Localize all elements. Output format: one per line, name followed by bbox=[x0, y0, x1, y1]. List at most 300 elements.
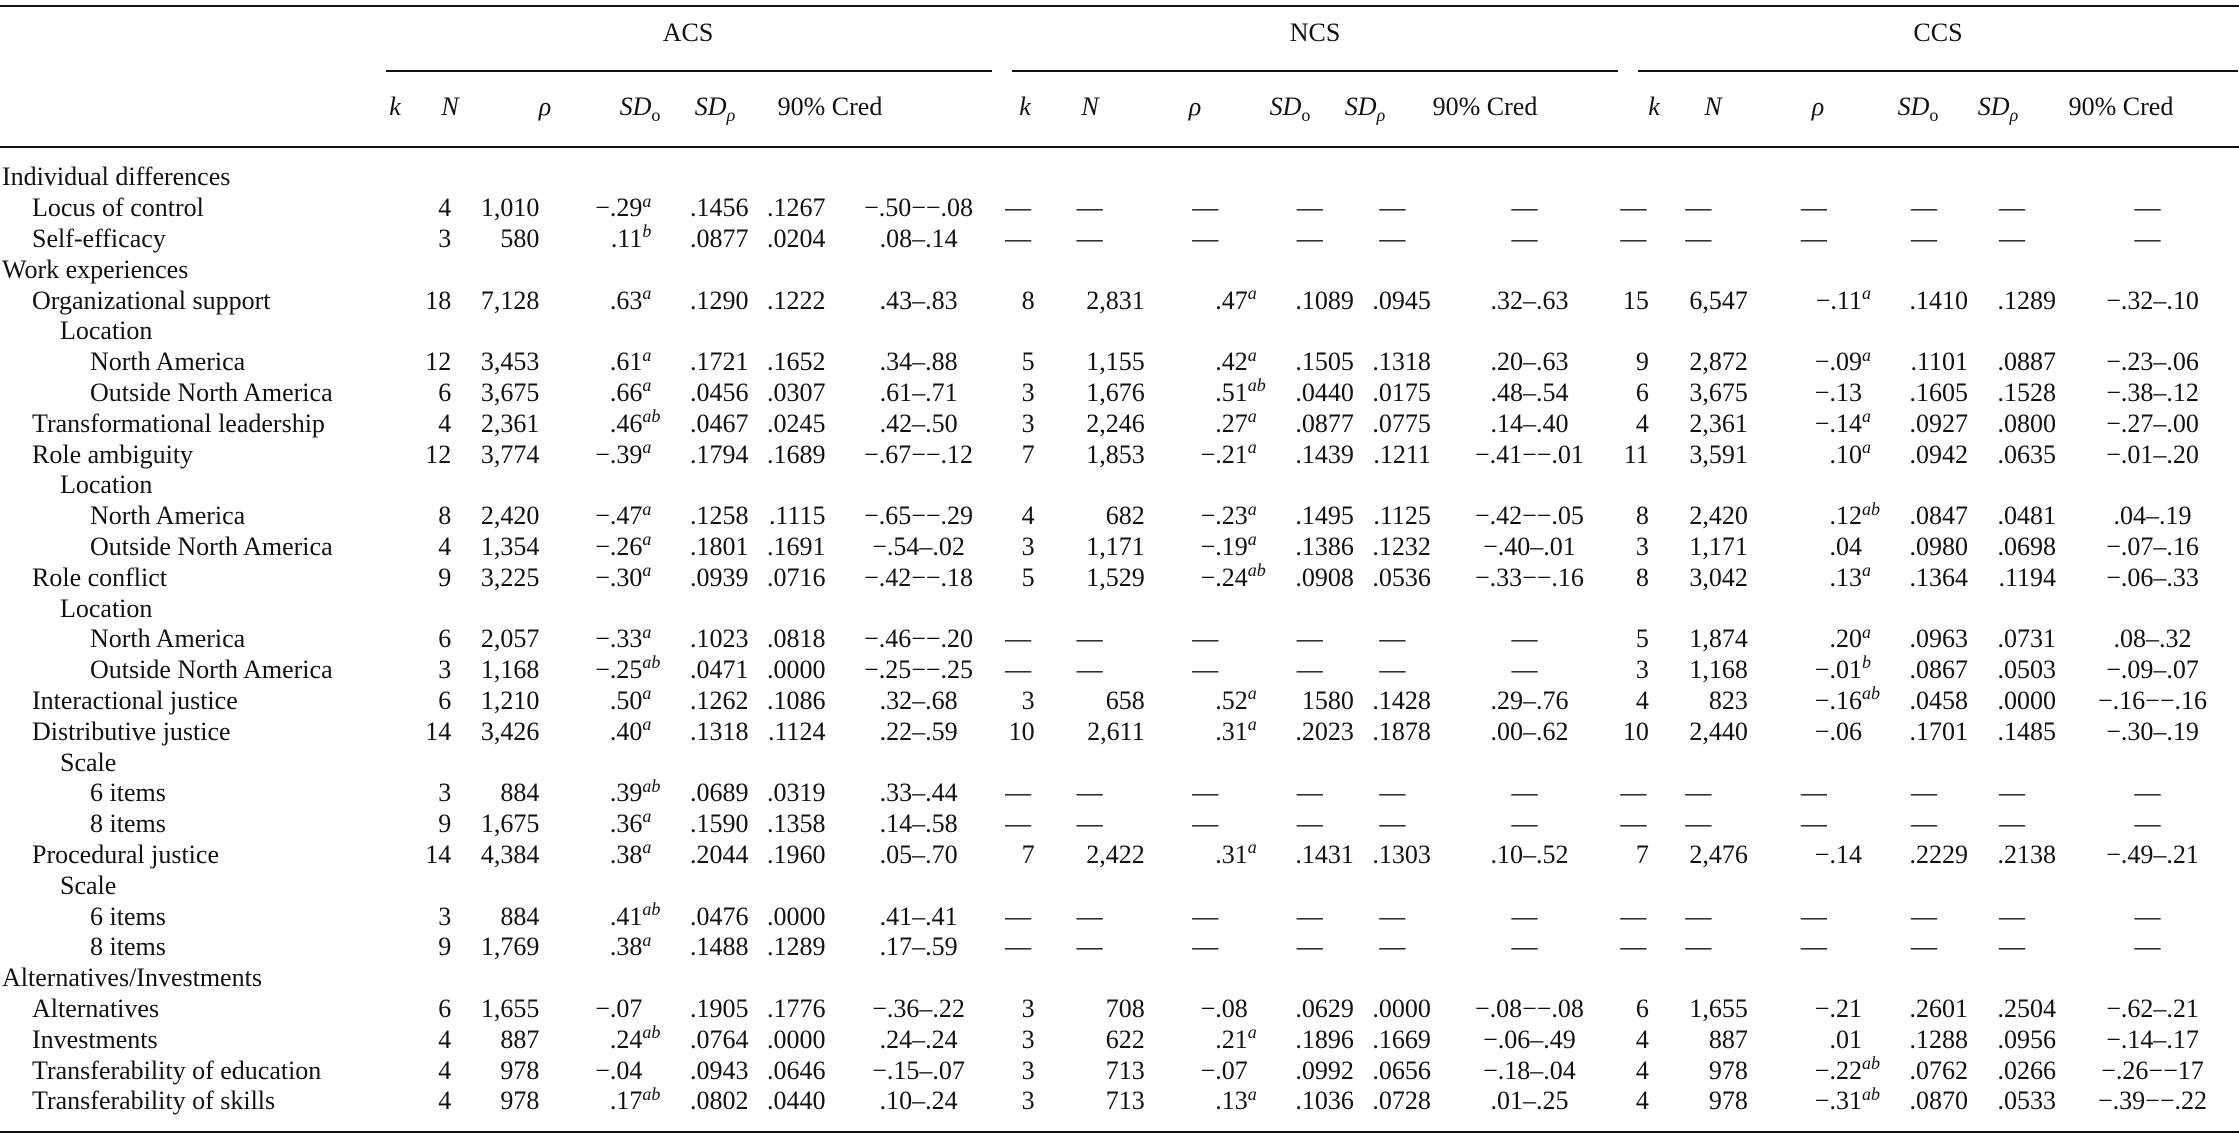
cell-sd-rho: .1669 bbox=[1372, 1024, 1431, 1054]
cell-sd-rho: .1960 bbox=[767, 839, 826, 869]
cell-rho: .61$^a$ bbox=[609, 344, 652, 377]
cell-sd-rho: .0307 bbox=[767, 377, 826, 407]
cell-sd-o: .0762 bbox=[1909, 1055, 1968, 1085]
cell-sd-rho: .0800 bbox=[1997, 408, 2057, 438]
cell-rho: −.14$^a$ bbox=[1814, 406, 1871, 438]
cell-k: 14 bbox=[425, 716, 452, 746]
cell-cred: — bbox=[1511, 809, 1538, 839]
cell-rho: −.30$^a$ bbox=[595, 560, 652, 592]
cell-n: 682 bbox=[1105, 501, 1145, 531]
cell-sd-o: .0963 bbox=[1909, 624, 1968, 654]
row-label: 8 items bbox=[90, 932, 166, 962]
cell-n: 1,171 bbox=[1086, 531, 1145, 561]
cell-n: 2,476 bbox=[1689, 839, 1748, 869]
cell-sd-o: .2044 bbox=[689, 839, 749, 869]
cell-n: 1,155 bbox=[1086, 347, 1145, 377]
cell-sd-rho: .1267 bbox=[767, 193, 826, 223]
cell-n: 978 bbox=[1708, 1055, 1748, 1085]
cell-k: — bbox=[1620, 809, 1647, 839]
cell-n: 978 bbox=[1708, 1086, 1748, 1116]
cell-cred: .33–.44 bbox=[879, 778, 958, 808]
col-header-cred-acs: 90% Cred bbox=[777, 92, 883, 121]
cell-rho: −.39$^a$ bbox=[595, 436, 652, 469]
cell-sd-rho: — bbox=[1379, 624, 1406, 654]
cell-n: 1,354 bbox=[480, 531, 540, 561]
col-header-n-acs: N bbox=[441, 92, 459, 121]
cell-n: 1,529 bbox=[1086, 562, 1145, 592]
cell-cred: .14–.58 bbox=[879, 809, 958, 839]
table-row bbox=[0, 840, 2239, 871]
cell-n: — bbox=[1076, 655, 1103, 685]
row-label: Outside North America bbox=[90, 655, 333, 685]
cell-sd-rho: .1428 bbox=[1372, 685, 1431, 715]
cell-cred: −.27–.00 bbox=[2106, 408, 2199, 438]
cell-k: 3 bbox=[438, 223, 452, 253]
cell-n: 1,676 bbox=[1086, 377, 1145, 407]
cell-rho: −.14 bbox=[1814, 839, 1862, 869]
cell-k: 6 bbox=[438, 624, 452, 654]
cell-sd-o: .1505 bbox=[1295, 347, 1354, 377]
cell-cred: .34–.88 bbox=[879, 347, 958, 377]
cell-n: 2,611 bbox=[1087, 716, 1145, 746]
cell-n: — bbox=[1685, 809, 1712, 839]
cell-cred: — bbox=[2134, 901, 2161, 931]
cell-sd-rho: .0319 bbox=[767, 778, 826, 808]
cell-rho: −.06 bbox=[1814, 716, 1862, 746]
cell-k: — bbox=[1620, 901, 1647, 931]
cell-rho: — bbox=[1800, 193, 1827, 223]
cell-n: 2,420 bbox=[1689, 501, 1748, 531]
cell-k: 9 bbox=[438, 809, 452, 839]
cell-n: 884 bbox=[500, 901, 540, 931]
cell-rho: −.23$^a$ bbox=[1200, 498, 1257, 531]
cell-n: — bbox=[1685, 901, 1712, 931]
cell-rho: .66$^a$ bbox=[609, 375, 652, 407]
col-header-rho-ncs: ρ bbox=[1188, 92, 1202, 121]
table-row bbox=[0, 686, 2239, 717]
cell-n: 3,591 bbox=[1689, 439, 1748, 469]
cell-n: 713 bbox=[1105, 1086, 1145, 1116]
cell-rho: −.47$^a$ bbox=[595, 498, 652, 531]
cell-sd-rho: .1652 bbox=[767, 347, 826, 377]
cell-rho: −.24$^{ab}$ bbox=[1200, 560, 1266, 592]
cell-n: 2,361 bbox=[480, 408, 540, 438]
cell-k: 4 bbox=[1635, 1024, 1649, 1054]
cell-rho: — bbox=[1800, 223, 1827, 253]
cell-sd-o: .0870 bbox=[1909, 1086, 1968, 1116]
cell-n: 3,774 bbox=[480, 439, 540, 469]
col-header-sd-rho-acs: $SD_\rho$ bbox=[694, 92, 736, 126]
row-label: Scale bbox=[60, 747, 117, 777]
table-row bbox=[0, 1086, 2239, 1117]
cell-sd-o: .0847 bbox=[1909, 501, 1968, 531]
cell-n: 2,872 bbox=[1689, 347, 1748, 377]
group-title-acs: ACS bbox=[662, 18, 714, 47]
cell-sd-o: — bbox=[1296, 932, 1323, 962]
col-header-k-ccs: k bbox=[1648, 92, 1660, 121]
cell-sd-rho: .0698 bbox=[1997, 531, 2057, 561]
table-row bbox=[0, 932, 2239, 963]
cell-n: 1,010 bbox=[480, 193, 540, 223]
cell-sd-rho: .0533 bbox=[1997, 1086, 2057, 1116]
cell-n: 2,057 bbox=[480, 624, 540, 654]
cell-rho: — bbox=[1192, 655, 1219, 685]
cell-rho: .04 bbox=[1829, 531, 1862, 561]
cell-cred: −.65−−.29 bbox=[864, 501, 974, 531]
cell-cred: .61–.71 bbox=[879, 377, 958, 407]
cell-n: — bbox=[1076, 901, 1103, 931]
cell-rho: .46$^{ab}$ bbox=[609, 406, 661, 438]
cell-rho: — bbox=[1192, 223, 1219, 253]
cell-k: 11 bbox=[1623, 439, 1649, 469]
cell-rho: .40$^a$ bbox=[609, 714, 652, 746]
cell-sd-o: — bbox=[1910, 193, 1937, 223]
cell-sd-o: .1801 bbox=[689, 531, 749, 561]
col-header-n-ccs: N bbox=[1704, 92, 1722, 121]
cell-sd-rho: .1124 bbox=[767, 716, 826, 746]
cell-rho: — bbox=[1192, 624, 1219, 654]
col-header-sd-o-acs: $SD_o$ bbox=[619, 92, 661, 126]
cell-sd-rho: .0656 bbox=[1372, 1055, 1431, 1085]
cell-sd-rho: — bbox=[1379, 809, 1406, 839]
cell-sd-o: — bbox=[1910, 809, 1937, 839]
cell-sd-o: .0867 bbox=[1909, 655, 1968, 685]
cell-k: — bbox=[1005, 193, 1032, 223]
cell-cred: — bbox=[1511, 932, 1538, 962]
cell-cred: −.49–.21 bbox=[2106, 839, 2199, 869]
group-title-ccs: CCS bbox=[1913, 18, 1963, 47]
cell-n: — bbox=[1076, 624, 1103, 654]
cell-rho: .21$^a$ bbox=[1215, 1022, 1257, 1054]
cell-k: 3 bbox=[1021, 1055, 1035, 1085]
cell-k: 7 bbox=[1021, 839, 1035, 869]
cell-cred: −.41−−.01 bbox=[1474, 439, 1584, 469]
cell-k: — bbox=[1620, 223, 1647, 253]
cell-sd-o: .1431 bbox=[1295, 839, 1354, 869]
cell-n: 1,769 bbox=[480, 932, 540, 962]
cell-rho: .47$^a$ bbox=[1215, 282, 1257, 315]
cell-k: 3 bbox=[1021, 685, 1035, 715]
cell-n: 2,422 bbox=[1086, 839, 1145, 869]
cell-sd-rho: .0000 bbox=[767, 1024, 826, 1054]
cell-cred: −.07–.16 bbox=[2106, 531, 2199, 561]
cell-cred: .14–.40 bbox=[1490, 408, 1569, 438]
cell-n: 7,128 bbox=[480, 285, 540, 315]
row-label: Locus of control bbox=[32, 193, 204, 223]
row-label: Alternatives bbox=[32, 993, 160, 1023]
cell-sd-o: .1439 bbox=[1295, 439, 1354, 469]
cell-cred: −.06–.33 bbox=[2106, 562, 2199, 592]
cell-sd-rho: .0728 bbox=[1372, 1086, 1431, 1116]
cell-sd-rho: .0503 bbox=[1997, 655, 2057, 685]
cell-sd-o: .1456 bbox=[689, 193, 749, 223]
cell-n: 1,853 bbox=[1086, 439, 1145, 469]
group-underline-acs bbox=[386, 70, 992, 72]
table-row bbox=[0, 994, 2239, 1025]
row-label: Outside North America bbox=[90, 377, 333, 407]
cell-sd-rho: .1289 bbox=[767, 932, 826, 962]
table-row bbox=[0, 378, 2239, 409]
cell-sd-rho: .0000 bbox=[767, 901, 826, 931]
cell-cred: .24–.24 bbox=[879, 1024, 958, 1054]
cell-n: 1,210 bbox=[480, 685, 540, 715]
cell-k: 8 bbox=[1635, 501, 1649, 531]
cell-rho: .01 bbox=[1829, 1024, 1862, 1054]
cell-sd-rho: .2504 bbox=[1997, 993, 2057, 1023]
cell-sd-o: .1262 bbox=[689, 685, 749, 715]
cell-n: 978 bbox=[500, 1055, 540, 1085]
cell-k: 3 bbox=[1635, 531, 1649, 561]
cell-k: 4 bbox=[438, 193, 452, 223]
cell-sd-o: — bbox=[1296, 655, 1323, 685]
cell-cred: .48–.54 bbox=[1490, 377, 1569, 407]
cell-n: 708 bbox=[1105, 993, 1145, 1023]
cell-sd-o: — bbox=[1296, 901, 1323, 931]
cell-sd-o: .0980 bbox=[1909, 531, 1968, 561]
table-row bbox=[0, 716, 2239, 747]
top-rule bbox=[0, 5, 2239, 7]
cell-cred: −.50−−.08 bbox=[864, 193, 974, 223]
cell-n: 1,675 bbox=[480, 809, 540, 839]
section-label: Individual differences bbox=[2, 162, 231, 192]
cell-rho: −.16$^{ab}$ bbox=[1814, 683, 1880, 715]
cell-k: 3 bbox=[1021, 1086, 1035, 1116]
row-label: 8 items bbox=[90, 809, 166, 839]
cell-cred: .20–.63 bbox=[1490, 347, 1569, 377]
col-header-sd-rho-ccs: $SD_\rho$ bbox=[1977, 92, 2019, 126]
cell-rho: — bbox=[1800, 809, 1827, 839]
cell-k: 12 bbox=[425, 347, 452, 377]
cell-rho: — bbox=[1192, 932, 1219, 962]
cell-n: 3,426 bbox=[480, 716, 540, 746]
cell-sd-o: — bbox=[1910, 223, 1937, 253]
cell-sd-o: .1318 bbox=[689, 716, 749, 746]
cell-n: — bbox=[1076, 193, 1103, 223]
cell-sd-rho: .0818 bbox=[767, 624, 826, 654]
cell-rho: −.29$^a$ bbox=[595, 190, 652, 223]
cell-n: 1,168 bbox=[480, 655, 540, 685]
cell-rho: .20$^a$ bbox=[1829, 621, 1871, 654]
cell-sd-rho: .0775 bbox=[1372, 408, 1431, 438]
row-label: Procedural justice bbox=[32, 839, 219, 869]
cell-k: 4 bbox=[1635, 408, 1649, 438]
cell-cred: .00–.62 bbox=[1490, 716, 1569, 746]
cell-k: — bbox=[1005, 223, 1032, 253]
cell-sd-o: .2601 bbox=[1909, 993, 1968, 1023]
table-row bbox=[0, 254, 2239, 285]
cell-sd-rho: .1194 bbox=[1998, 562, 2057, 592]
col-header-sd-rho-ncs: $SD_\rho$ bbox=[1344, 92, 1386, 126]
cell-rho: −.22$^{ab}$ bbox=[1814, 1052, 1880, 1085]
cell-n: 2,246 bbox=[1086, 408, 1145, 438]
cell-sd-rho: .1689 bbox=[767, 439, 826, 469]
cell-n: 978 bbox=[500, 1086, 540, 1116]
row-label: Organizational support bbox=[32, 285, 271, 315]
cell-sd-o: .0471 bbox=[689, 655, 749, 685]
cell-cred: — bbox=[2134, 932, 2161, 962]
cell-sd-rho: .0646 bbox=[767, 1055, 826, 1085]
row-label: Transferability of skills bbox=[32, 1086, 276, 1116]
cell-sd-o: — bbox=[1296, 193, 1323, 223]
cell-sd-rho: .0204 bbox=[767, 223, 826, 253]
row-label: Location bbox=[60, 470, 153, 500]
cell-cred: .22–.59 bbox=[879, 716, 958, 746]
cell-cred: −.39−−.22 bbox=[2098, 1086, 2208, 1116]
cell-n: 580 bbox=[500, 223, 540, 253]
cell-rho: −.08 bbox=[1200, 993, 1248, 1023]
cell-k: 4 bbox=[438, 1086, 452, 1116]
cell-cred: — bbox=[1511, 193, 1538, 223]
cell-k: 8 bbox=[1021, 285, 1035, 315]
cell-k: 12 bbox=[425, 439, 452, 469]
cell-sd-rho: — bbox=[1379, 193, 1406, 223]
cell-rho: — bbox=[1192, 193, 1219, 223]
cell-k: 9 bbox=[1635, 347, 1649, 377]
col-header-rho-acs: ρ bbox=[538, 92, 552, 121]
row-label: Distributive justice bbox=[32, 716, 231, 746]
cell-rho: −.13 bbox=[1814, 377, 1862, 407]
cell-sd-rho: .0245 bbox=[767, 408, 826, 438]
cell-sd-rho: — bbox=[1379, 223, 1406, 253]
table-row bbox=[0, 593, 2239, 624]
cell-cred: −.14–.17 bbox=[2106, 1024, 2199, 1054]
cell-sd-o: — bbox=[1910, 901, 1937, 931]
cell-rho: −.21 bbox=[1814, 993, 1862, 1023]
table-row bbox=[0, 963, 2239, 994]
cell-cred: −.23–.06 bbox=[2106, 347, 2199, 377]
cell-n: 3,675 bbox=[1689, 377, 1748, 407]
cell-n: 887 bbox=[500, 1024, 540, 1054]
cell-sd-o: .1288 bbox=[1909, 1024, 1968, 1054]
cell-cred: −.62–.21 bbox=[2106, 993, 2199, 1023]
cell-k: 5 bbox=[1021, 347, 1035, 377]
cell-k: — bbox=[1005, 809, 1032, 839]
cell-rho: — bbox=[1800, 778, 1827, 808]
cell-n: 1,655 bbox=[480, 993, 540, 1023]
cell-rho: — bbox=[1192, 809, 1219, 839]
cell-cred: .10–.52 bbox=[1490, 839, 1569, 869]
cell-sd-o: .0943 bbox=[689, 1055, 749, 1085]
bottom-rule bbox=[0, 1131, 2239, 1133]
cell-sd-o: .0927 bbox=[1909, 408, 1968, 438]
cell-k: — bbox=[1620, 932, 1647, 962]
table-row bbox=[0, 347, 2239, 378]
cell-n: — bbox=[1076, 223, 1103, 253]
cell-cred: .01–.25 bbox=[1490, 1086, 1569, 1116]
row-label: 6 items bbox=[90, 901, 166, 931]
cell-k: — bbox=[1005, 901, 1032, 931]
row-label: Transformational leadership bbox=[32, 408, 325, 438]
cell-n: — bbox=[1685, 932, 1712, 962]
cell-rho: −.07 bbox=[595, 993, 643, 1023]
cell-rho: .10$^a$ bbox=[1829, 436, 1871, 469]
col-header-rho-ccs: ρ bbox=[1811, 92, 1825, 121]
cell-sd-rho: — bbox=[1999, 932, 2026, 962]
cell-sd-rho: .0175 bbox=[1372, 377, 1431, 407]
row-label: North America bbox=[90, 347, 246, 377]
cell-rho: −.21$^a$ bbox=[1200, 436, 1257, 469]
cell-sd-rho: .2138 bbox=[1997, 839, 2057, 869]
cell-n: 4,384 bbox=[480, 839, 540, 869]
cell-sd-rho: .1086 bbox=[767, 685, 826, 715]
cell-k: 3 bbox=[1021, 993, 1035, 1023]
cell-cred: — bbox=[1511, 624, 1538, 654]
cell-cred: −.09–.07 bbox=[2106, 655, 2199, 685]
cell-k: 7 bbox=[1635, 839, 1649, 869]
cell-sd-rho: .0266 bbox=[1997, 1055, 2057, 1085]
cell-sd-o: .1290 bbox=[689, 285, 749, 315]
cell-n: 713 bbox=[1105, 1055, 1145, 1085]
cell-cred: .17–.59 bbox=[879, 932, 958, 962]
header-rule bbox=[0, 146, 2239, 148]
cell-rho: .31$^a$ bbox=[1215, 837, 1257, 869]
cell-k: 6 bbox=[1635, 377, 1649, 407]
cell-k: 4 bbox=[1635, 1055, 1649, 1085]
cell-n: 2,440 bbox=[1689, 716, 1748, 746]
cell-sd-rho: .0000 bbox=[1372, 993, 1431, 1023]
cell-sd-rho: .0887 bbox=[1997, 347, 2057, 377]
cell-sd-rho: .1691 bbox=[767, 531, 826, 561]
cell-sd-o: .2229 bbox=[1909, 839, 1968, 869]
table-row bbox=[0, 562, 2239, 593]
cell-sd-rho: .1776 bbox=[767, 993, 826, 1023]
cell-rho: −.01$^b$ bbox=[1814, 652, 1871, 685]
cell-n: 823 bbox=[1708, 685, 1748, 715]
cell-sd-rho: .1289 bbox=[1997, 285, 2057, 315]
cell-cred: −.08−−.08 bbox=[1474, 993, 1584, 1023]
data-table bbox=[0, 162, 2239, 1117]
cell-k: 3 bbox=[1021, 408, 1035, 438]
cell-sd-rho: — bbox=[1999, 901, 2026, 931]
row-label: North America bbox=[90, 624, 246, 654]
cell-sd-o: .1905 bbox=[689, 993, 749, 1023]
cell-cred: −.32–.10 bbox=[2106, 285, 2199, 315]
cell-cred: −.42−−.05 bbox=[1474, 501, 1584, 531]
cell-k: 3 bbox=[1635, 655, 1649, 685]
cell-cred: — bbox=[2134, 223, 2161, 253]
table-row bbox=[0, 624, 2239, 655]
cell-rho: .36$^a$ bbox=[609, 806, 652, 839]
cell-sd-o: .0440 bbox=[1295, 377, 1354, 407]
cell-sd-rho: .1222 bbox=[767, 285, 826, 315]
cell-rho: .31$^a$ bbox=[1215, 714, 1257, 746]
cell-cred: −.25−−.25 bbox=[864, 655, 974, 685]
cell-n: 3,042 bbox=[1689, 562, 1748, 592]
table-row bbox=[0, 655, 2239, 686]
cell-rho: −.33$^a$ bbox=[595, 621, 652, 654]
cell-k: 3 bbox=[438, 655, 452, 685]
cell-n: 3,225 bbox=[480, 562, 540, 592]
cell-rho: — bbox=[1800, 901, 1827, 931]
cell-sd-rho: .0731 bbox=[1997, 624, 2057, 654]
cell-n: 2,420 bbox=[480, 501, 540, 531]
cell-rho: .52$^a$ bbox=[1215, 683, 1257, 715]
cell-cred: — bbox=[2134, 778, 2161, 808]
table-row bbox=[0, 778, 2239, 809]
cell-k: — bbox=[1620, 193, 1647, 223]
cell-rho: −.25$^{ab}$ bbox=[595, 652, 661, 685]
cell-sd-o: .0802 bbox=[689, 1086, 749, 1116]
cell-cred: — bbox=[2134, 193, 2161, 223]
row-label: Scale bbox=[60, 870, 117, 900]
cell-rho: −.09$^a$ bbox=[1814, 344, 1871, 377]
cell-n: 658 bbox=[1105, 685, 1145, 715]
cell-sd-rho: — bbox=[1999, 193, 2026, 223]
cell-rho: .42$^a$ bbox=[1215, 344, 1257, 377]
cell-sd-rho: .0956 bbox=[1997, 1024, 2057, 1054]
cell-sd-rho: .0635 bbox=[1997, 439, 2057, 469]
cell-sd-rho: .0536 bbox=[1372, 562, 1431, 592]
